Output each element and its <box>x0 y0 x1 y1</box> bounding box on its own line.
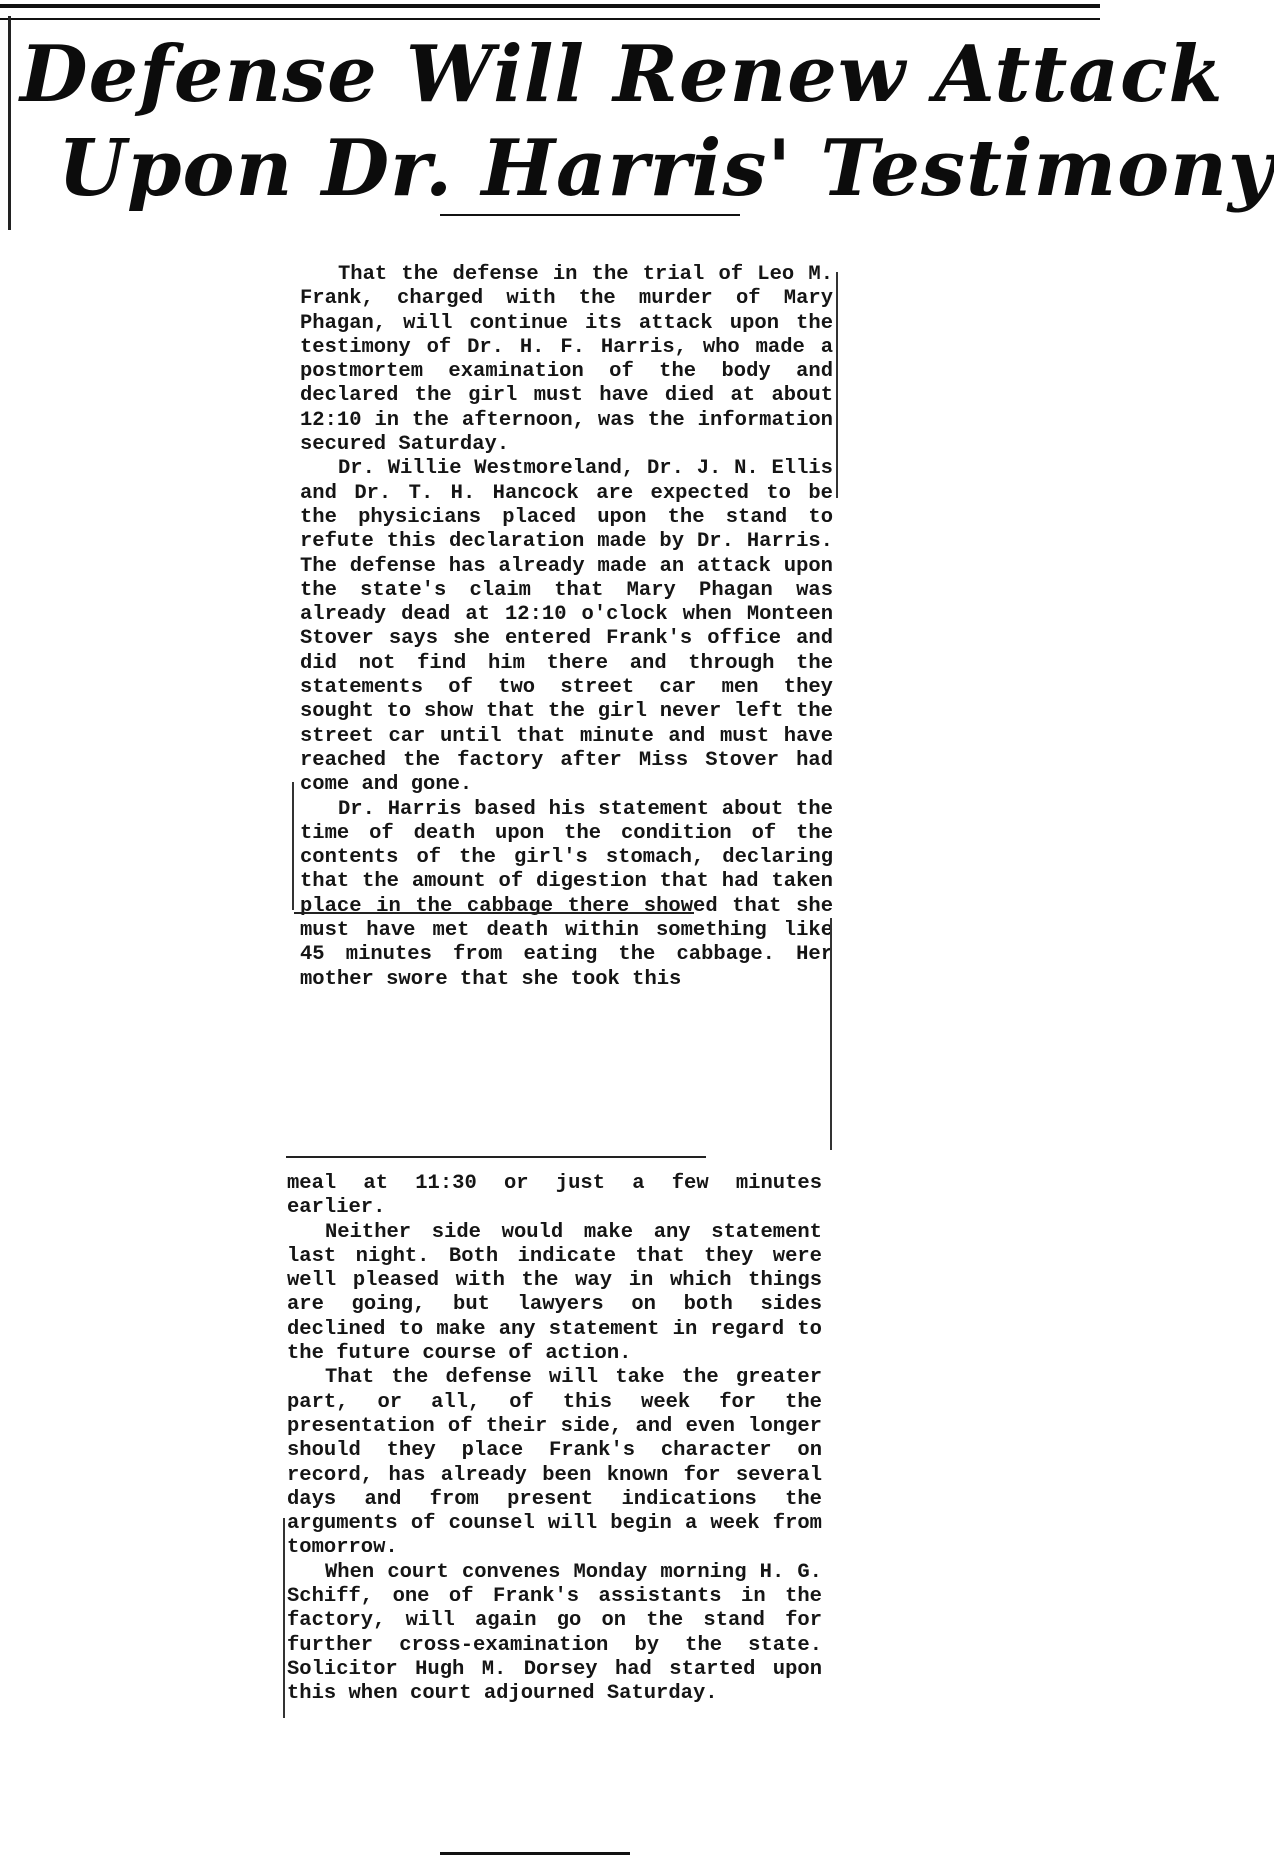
headline-divider <box>440 214 740 216</box>
clipping-border-right-1 <box>836 272 838 498</box>
end-rule <box>440 1852 630 1855</box>
headline-line-2: Upon Dr. Harris' Testimony <box>58 123 1274 214</box>
clipping-border-right-2 <box>830 918 832 1150</box>
clipping-seam-1 <box>294 912 694 914</box>
headline-line-1: Defense Will Renew Attack <box>20 29 1224 120</box>
paragraph-6: When court convenes Monday morning H. G. Schiff, one of Frank's assistants in the factory, will again go on the stand for further cross-examination by the state. Solicitor Hugh M. Dorsey had started upon this when court adjourned Saturday. <box>287 1560 822 1706</box>
headline <box>20 28 1274 216</box>
paragraph-1: That the defense in the trial of Leo M. Frank, charged with the murder of Mary Phagan, will continue its attack upon the testimony of Dr. H. F. Harris, who made a postmortem examination of the body and declared the girl must have died at about 12:10 in the afternoon, was the information secured Saturday. <box>300 263 833 457</box>
clipping-border-left-1 <box>292 782 294 910</box>
column-border-left <box>8 16 11 230</box>
paragraph-3-continued: meal at 11:30 or just a few minutes earlier. <box>287 1172 822 1220</box>
clipping-border-left-2 <box>283 1518 285 1718</box>
article-column-2 <box>287 1172 822 1707</box>
article-column-1 <box>300 263 833 992</box>
paragraph-2: Dr. Willie Westmoreland, Dr. J. N. Ellis and Dr. T. H. Hancock are expected to be the physicians placed upon the stand to refute this declaration made by Dr. Harris. The defense has already made an attack upon the state's claim that Mary Phagan was already dead at 12:10 o'clock when Monteen Stover says she entered Frank's office and did not find him there and through the statements of two street car men they sought to show that the girl never left the street car until that minute and must have reached the factory after Miss Stover had come and gone. <box>300 457 833 797</box>
clipping-seam-2 <box>286 1156 706 1158</box>
masthead-rule <box>0 4 1100 20</box>
paragraph-4: Neither side would make any statement last night. Both indicate that they were well pleased with the way in which things are going, but lawyers on both sides declined to make any statement in regard to the future course of action. <box>287 1220 822 1366</box>
paragraph-5: That the defense will take the greater part, or all, of this week for the presentation of their side, and even longer should they place Frank's character on record, has already been known for several days and from present indications the arguments of counsel will begin a week from tomorrow. <box>287 1366 822 1560</box>
paragraph-3: Dr. Harris based his statement about the time of death upon the condition of the contents of the girl's stomach, declaring that the amount of digestion that had taken place in the cabbage there showed that she must have met death within something like 45 minutes from eating the cabbage. Her mother swore that she took this <box>300 797 833 991</box>
